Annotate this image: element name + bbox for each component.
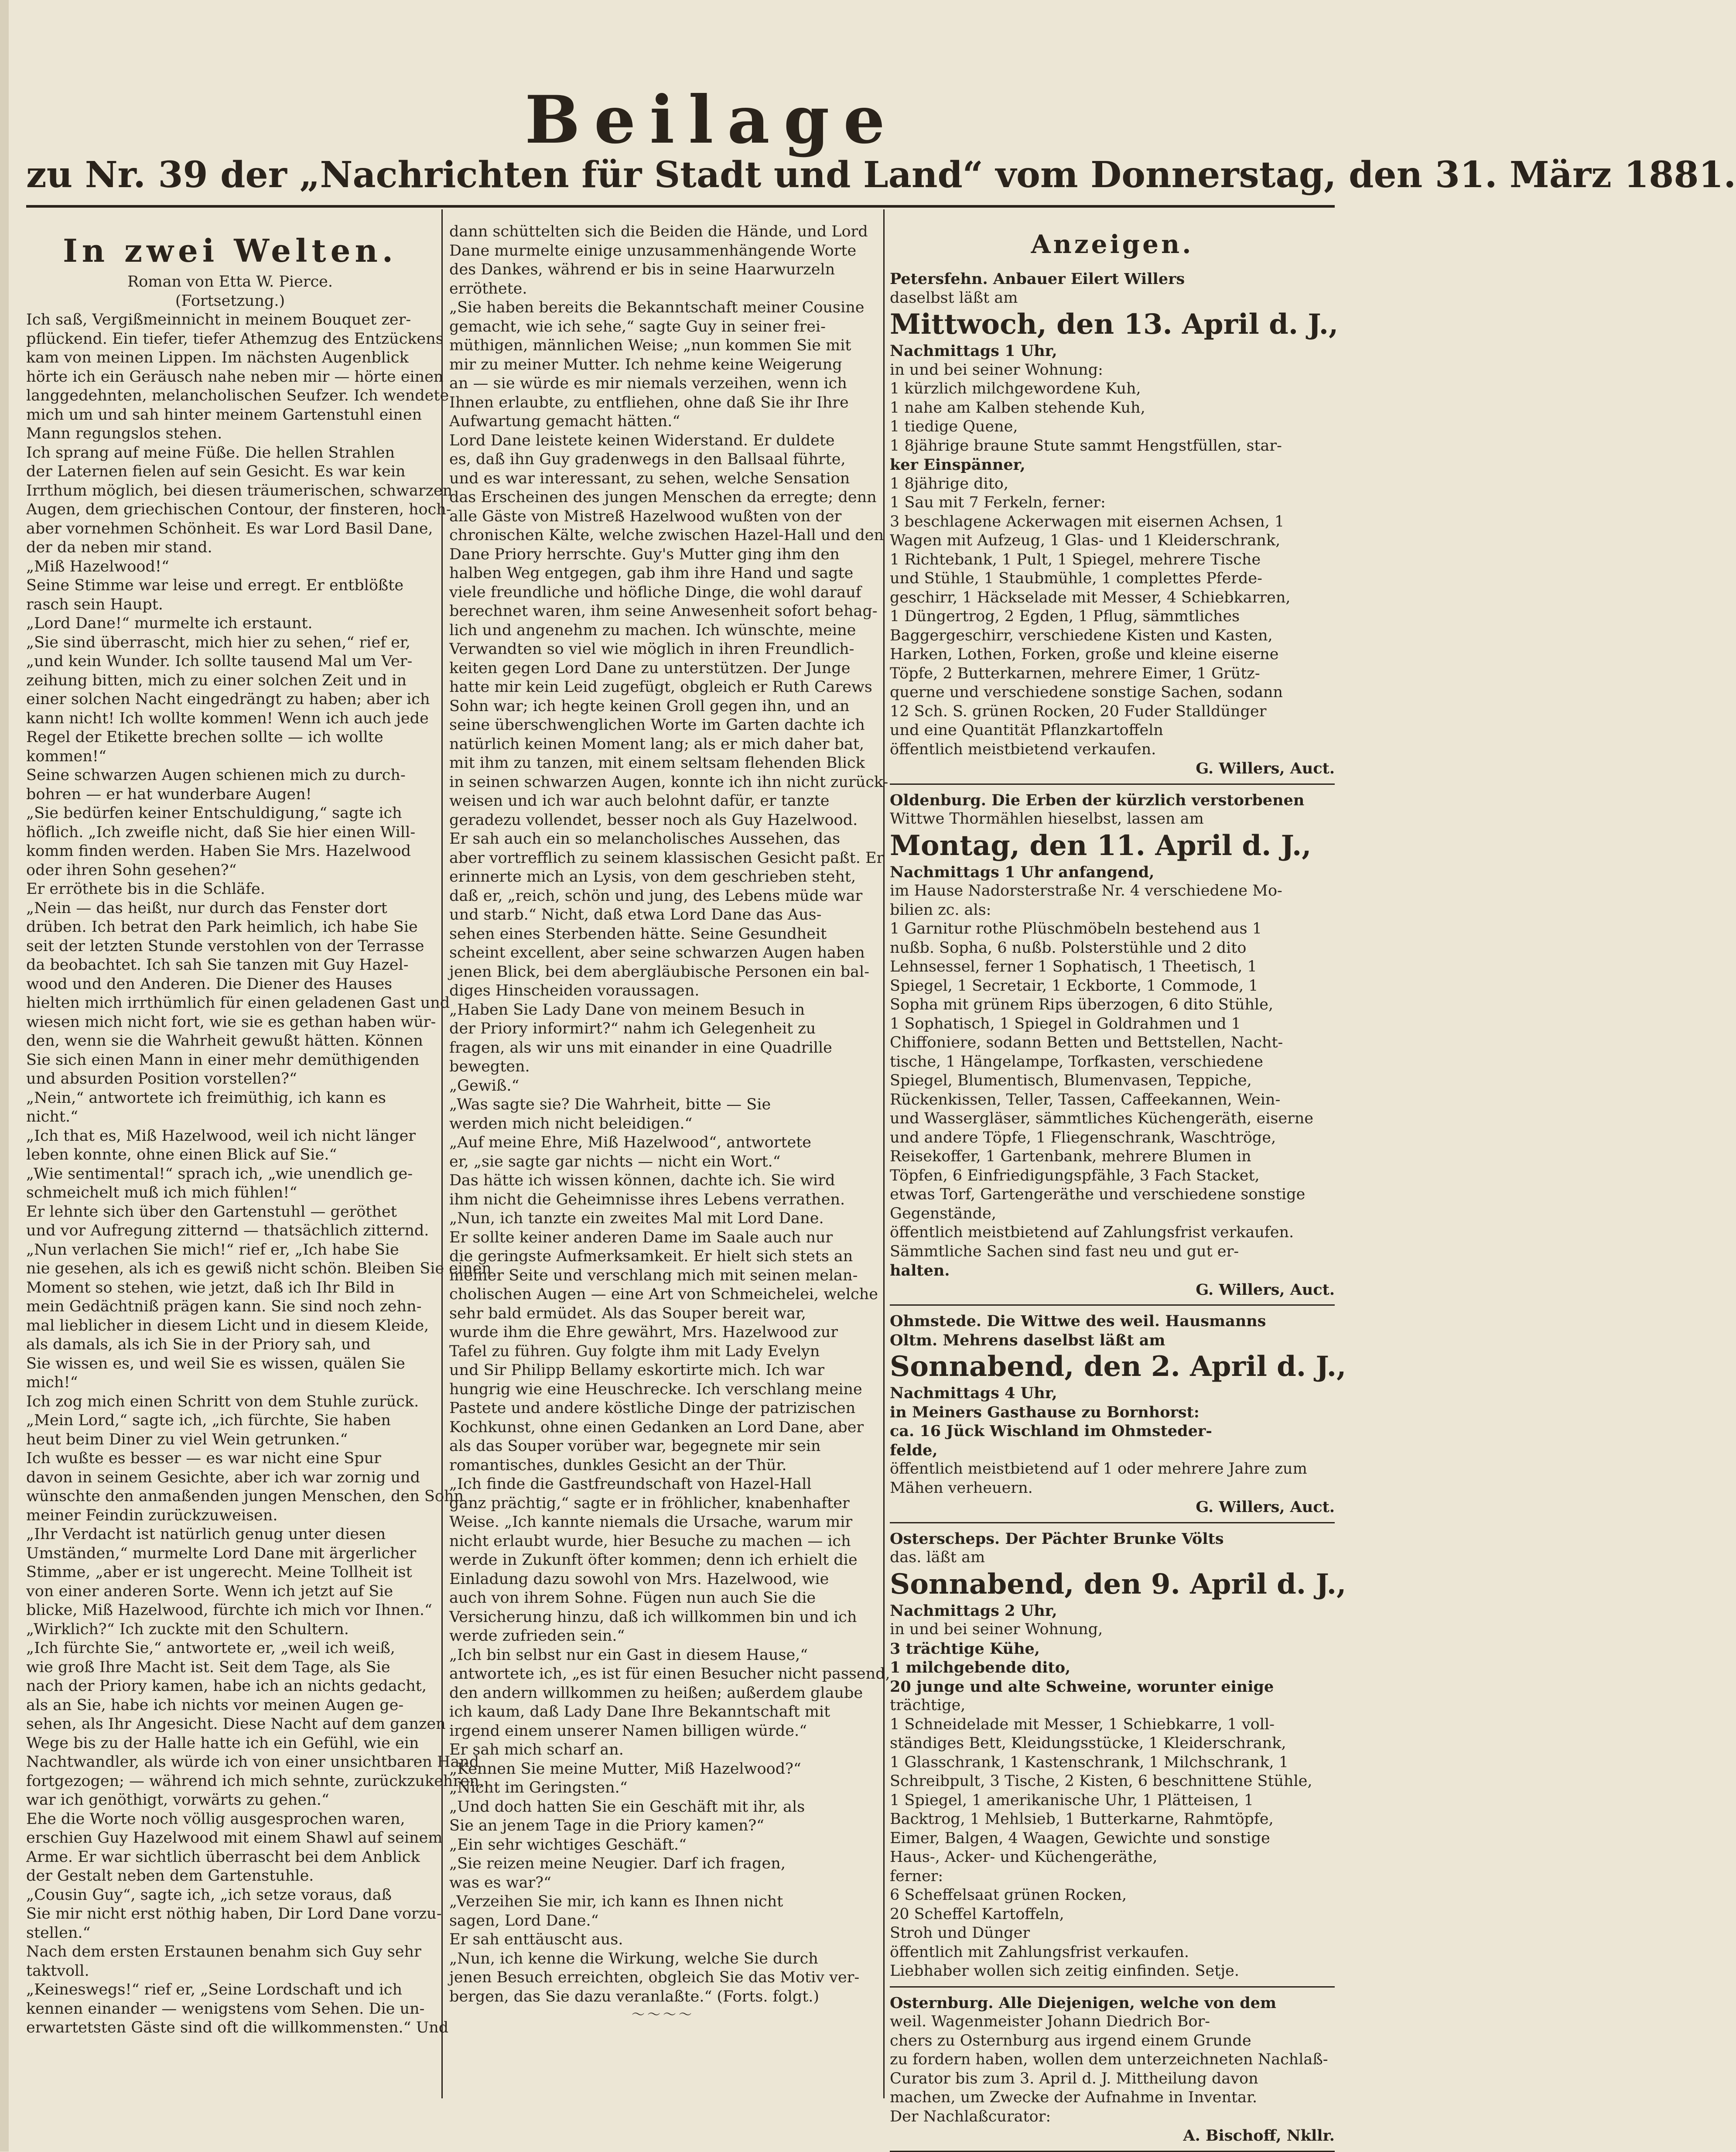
ad-signature: G. Willers, Auct. xyxy=(1196,1280,1335,1299)
story-line: Er sollte keiner anderen Dame im Saale auch nur xyxy=(449,1228,833,1246)
story-line: Das hätte ich wissen können, dachte ich. Sie wird xyxy=(449,1172,835,1189)
ad-notice xyxy=(890,266,1339,785)
story-line: chronischen Kälte, welche zwischen Hazel-Hall und den xyxy=(449,527,884,544)
end-ornament: 〜〜〜〜 xyxy=(632,2007,694,2022)
story-line: nicht erlaubt wurde, hier Besuche zu machen — ich xyxy=(449,1532,851,1550)
story-line: ganz prächtig,“ sagte er in fröhlicher, knabenhafter xyxy=(449,1494,850,1512)
story-line: ich kaum, daß Lady Dane Ihre Bekanntschaft mit xyxy=(449,1703,830,1721)
ad-line: Lehnsessel, ferner 1 Sophatisch, 1 Theetisch, 1 xyxy=(890,958,1257,975)
story-line: jenen Besuch erreichten, obgleich Sie das Motiv ver- xyxy=(449,1969,860,1986)
story-line: Ehe die Worte noch völlig ausgesprochen waren, xyxy=(26,1810,405,1828)
story-line: „Nun verlachen Sie mich!“ rief er, „Ich habe Sie xyxy=(26,1241,399,1259)
ad-notice xyxy=(890,1990,1335,2152)
ad-line: daselbst läßt am xyxy=(890,289,1018,307)
story-line: war ich genöthigt, vorwärts zu gehen.“ xyxy=(26,1791,329,1809)
ad-line: 1 Glasschrank, 1 Kastenschrank, 1 Milchschrank, 1 xyxy=(890,1753,1289,1771)
story-line: „Ich finde die Gastfreundschaft von Hazel-Hall xyxy=(449,1475,812,1493)
story-line: „Sie bedürfen keiner Entschuldigung,“ sagte ich xyxy=(26,804,402,822)
story-line: werde zufrieden sein.“ xyxy=(449,1627,625,1645)
story-line: des Dankes, während er bis in seine Haarwurzeln xyxy=(449,261,835,278)
story-line: Nachtwandler, als würde ich von einer unsichtbaren Hand xyxy=(26,1753,479,1771)
story-line: hielten mich irrthümlich für einen geladenen Gast und xyxy=(26,994,450,1012)
ad-date-line: Mittwoch, den 13. April d. J., xyxy=(890,308,1339,341)
ad-date-line: Sonnabend, den 9. April d. J., xyxy=(890,1567,1346,1601)
story-line: romantisches, dunkles Gesicht an der Thür. xyxy=(449,1456,787,1474)
story-line: Ich wußte es besser — es war nicht eine Spur xyxy=(26,1450,381,1467)
story-line: bewegten. xyxy=(449,1058,530,1075)
ads-column xyxy=(890,222,1346,2145)
ad-line: Curator bis zum 3. April d. J. Mittheilung davon xyxy=(890,2070,1258,2087)
story-line: fortgezogen; — während ich mich sehnte, zurückzukehren, xyxy=(26,1772,484,1790)
story-line: leben konnte, ohne einen Blick auf Sie.“ xyxy=(26,1146,337,1163)
story-line: „Auf meine Ehre, Miß Hazelwood“, antwortete xyxy=(449,1134,812,1151)
story-line: Irrthum möglich, bei diesen träumerischen, schwarzen xyxy=(26,482,453,500)
story-line: erschien Guy Hazelwood mit einem Shawl auf seinem xyxy=(26,1829,443,1847)
story-line: „Ihr Verdacht ist natürlich genug unter diesen xyxy=(26,1526,386,1543)
story-line: mein Gedächtniß prägen kann. Sie sind noch zehn- xyxy=(26,1298,422,1315)
story-line: Er erröthete bis in die Schläfe. xyxy=(26,880,265,898)
story-line: wie groß Ihre Macht ist. Seit dem Tage, als Sie xyxy=(26,1658,390,1676)
story-line: meiner Seite und verschlang mich mit seinen melan- xyxy=(449,1266,858,1284)
story-line: „Nun, ich kenne die Wirkung, welche Sie durch xyxy=(449,1950,818,1967)
story-line: Sie wissen es, und weil Sie es wissen, quälen Sie xyxy=(26,1355,405,1372)
story-line: Kochkunst, ohne einen Gedanken an Lord Dane, aber xyxy=(449,1418,864,1436)
ad-line: öffentlich meistbietend verkaufen. xyxy=(890,740,1156,758)
story-line: nie gesehen, als ich es gewiß nicht schön. Bleiben Sie einen xyxy=(26,1260,492,1277)
ad-line: Nachmittags 1 Uhr anfangend, xyxy=(890,863,1155,881)
story-line: Er sah auch ein so melancholisches Aussehen, das xyxy=(449,830,841,848)
story-title: In zwei Welten. xyxy=(63,232,397,269)
ad-notice xyxy=(890,787,1335,1306)
story-line: was es war?“ xyxy=(449,1874,551,1892)
story-line: der Priory informirt?“ nahm ich Gelegenheit zu xyxy=(449,1020,816,1037)
ad-line: ständiges Bett, Kleidungsstücke, 1 Kleiderschrank, xyxy=(890,1735,1286,1752)
story-line: sehen eines Sterbenden hätte. Seine Gesundheit xyxy=(449,925,827,943)
story-line: „Was sagte sie? Die Wahrheit, bitte — Sie xyxy=(449,1096,771,1113)
story-line: Pastete und andere köstliche Dinge der patrizischen xyxy=(449,1399,856,1417)
story-line: kennen einander — wenigstens vom Sehen. Die un- xyxy=(26,2000,425,2018)
ad-line: 1 Sau mit 7 Ferkeln, ferner: xyxy=(890,494,1106,511)
story-line: Sie an jenem Tage in die Priory kamen?“ xyxy=(449,1817,765,1834)
ads-heading: Anzeigen. xyxy=(1031,229,1194,259)
story-line: „Kennen Sie meine Mutter, Miß Hazelwood?“ xyxy=(449,1760,801,1778)
story-line: blicke, Miß Hazelwood, fürchte ich mich vor Ihnen.“ xyxy=(26,1601,432,1619)
story-line: und starb.“ Nicht, daß etwa Lord Dane das Aus- xyxy=(449,906,822,924)
story-line: einer solchen Nacht eingedrängt zu haben; aber ich xyxy=(26,691,430,708)
ads-list xyxy=(890,266,1346,2152)
ad-line: zu fordern haben, wollen dem unterzeichneten Nachlaß- xyxy=(890,2051,1328,2068)
page-title: Beilage xyxy=(525,82,899,158)
ad-line: tische, 1 Hängelampe, Torfkasten, verschiedene xyxy=(890,1053,1263,1071)
story-line: es, daß ihn Guy gradenwegs in den Ballsaal führte, xyxy=(449,451,846,468)
story-line: „Verzeihen Sie mir, ich kann es Ihnen nicht xyxy=(449,1893,783,1910)
story-line: von einer anderen Sorte. Wenn ich jetzt auf Sie xyxy=(26,1582,393,1600)
story-line: Ihnen erlaubte, zu entfliehen, ohne daß Sie ihr Ihre xyxy=(449,393,849,411)
ad-line: 1 milchgebende dito, xyxy=(890,1659,1071,1676)
ad-line: 1 tiedige Quene, xyxy=(890,418,1018,435)
story-line: „Nicht im Geringsten.“ xyxy=(449,1779,628,1796)
story-line: das Erscheinen des jungen Menschen da erregte; denn xyxy=(449,489,877,506)
ad-line: Oldenburg. Die Erben der kürzlich verstorbenen xyxy=(890,791,1305,809)
story-line: erinnerte mich an Lysis, von dem geschrieben steht, xyxy=(449,868,856,886)
story-line: lich und angenehm zu machen. Ich wünschte, meine xyxy=(449,621,856,639)
story-line: an — sie würde es mir niemals verzeihen, wenn ich xyxy=(449,375,847,392)
ad-signature: A. Bischoff, Nkllr. xyxy=(1183,2127,1335,2145)
ad-line: Wagen mit Aufzeug, 1 Glas- und 1 Kleiderschrank, xyxy=(890,532,1281,549)
ad-line: Osterscheps. Der Pächter Brunke Völts xyxy=(890,1529,1224,1548)
ad-line: Sämmtliche Sachen sind fast neu und gut er- xyxy=(890,1242,1239,1260)
story-line: Verwandten so viel wie möglich in ihren Freundlich- xyxy=(449,640,854,658)
story-line: ihm nicht die Geheimnisse ihres Lebens verrathen. xyxy=(449,1191,845,1208)
story-line: cholischen Augen — eine Art von Schmeichelei, welche xyxy=(449,1286,878,1303)
story-line: werde in Zukunft öfter kommen; denn ich erhielt die xyxy=(449,1551,858,1569)
ad-line: Schreibpult, 3 Tische, 2 Kisten, 6 beschnittene Stühle, xyxy=(890,1772,1312,1790)
ad-line: und eine Quantität Pflanzkartoffeln xyxy=(890,722,1163,739)
ad-line: öffentlich meistbietend auf Zahlungsfrist verkaufen. xyxy=(890,1224,1294,1241)
story-line: Moment so stehen, wie jetzt, daß ich Ihr Bild in xyxy=(26,1279,395,1297)
story-line: dann schüttelten sich die Beiden die Hände, und Lord xyxy=(449,223,868,240)
story-line: Ich zog mich einen Schritt von dem Stuhle zurück. xyxy=(26,1392,419,1410)
story-line: die geringste Aufmerksamkeit. Er hielt sich stets an xyxy=(449,1248,853,1265)
story-line: „Cousin Guy“, sagte ich, „ich setze voraus, daß xyxy=(26,1886,392,1904)
page-edge-shadow xyxy=(0,0,9,2152)
story-line: „Und doch hatten Sie ein Geschäft mit ihr, als xyxy=(449,1798,805,1816)
ad-line: in und bei seiner Wohnung: xyxy=(890,361,1103,379)
story-line: erwartetsten Gäste sind oft die willkommensten.“ Und xyxy=(26,2019,449,2036)
story-line: nicht.“ xyxy=(26,1108,78,1126)
story-line: bohren — er hat wunderbare Augen! xyxy=(26,785,312,803)
story-line: Aufwartung gemacht hätten.“ xyxy=(449,413,680,430)
story-line: gemacht, wie ich sehe,“ sagte Guy in seiner frei- xyxy=(449,318,826,335)
story-line: „Sie reizen meine Neugier. Darf ich fragen, xyxy=(449,1855,786,1872)
ad-line: geschirr, 1 Häckselade mit Messer, 4 Schiebkarren, xyxy=(890,588,1291,606)
story-line: seine überschwenglichen Worte im Garten dachte ich xyxy=(449,716,865,734)
story-line: Versicherung hinzu, daß ich willkommen bin und ich xyxy=(449,1608,857,1626)
ad-line: Mähen verheuern. xyxy=(890,1479,1033,1497)
story-line: alle Gäste von Mistreß Hazelwood wußten von der xyxy=(449,507,842,525)
ad-line: Nachmittags 2 Uhr, xyxy=(890,1601,1057,1620)
ad-line: Haus-, Acker- und Küchengeräthe, xyxy=(890,1848,1158,1866)
ad-signature: G. Willers, Auct. xyxy=(1196,760,1335,777)
story-line: und vor Aufregung zitternd — thatsächlich zitternd. xyxy=(26,1222,429,1239)
ad-line: Wittwe Thormählen hieselbst, lassen am xyxy=(890,810,1204,828)
story-line: erröthete. xyxy=(449,280,527,298)
story-line: nach der Priory kamen, habe ich an nichts gedacht, xyxy=(26,1677,427,1695)
ad-line: Töpfe, 2 Butterkarnen, mehrere Eimer, 1 Grütz- xyxy=(890,664,1260,682)
ad-line: 20 Scheffel Kartoffeln, xyxy=(890,1905,1064,1923)
story-line: wood und den Anderen. Die Diener des Hauses xyxy=(26,975,393,993)
ad-line: Osternburg. Alle Diejenigen, welche von dem xyxy=(890,1994,1277,2012)
page-subtitle: zu Nr. 39 der „Nachrichten für Stadt und Land“ vom Donnerstag, den 31. März 1881. xyxy=(26,154,1736,196)
ad-line: Liebhaber wollen sich zeitig einfinden. Setje. xyxy=(890,1962,1239,1980)
ad-line: ferner: xyxy=(890,1867,943,1885)
story-line: Er sah enttäuscht aus. xyxy=(449,1931,623,1948)
story-line: stellen.“ xyxy=(26,1924,91,1942)
ad-line: und Wassergläser, sämmtliches Küchengeräth, eiserne xyxy=(890,1110,1314,1127)
ad-line: Töpfen, 6 Einfriedigungspfähle, 3 Fach Stacket, xyxy=(890,1167,1260,1184)
ad-line: Backtrog, 1 Mehlsieb, 1 Butterkarne, Rahmtöpfe, xyxy=(890,1810,1274,1828)
story-line: hungrig wie eine Heuschrecke. Ich verschlang meine xyxy=(449,1380,862,1398)
story-line: höflich. „Ich zweifle nicht, daß Sie hier einen Will- xyxy=(26,823,416,841)
story-line: oder ihren Sohn gesehen?“ xyxy=(26,861,237,879)
ad-line: ker Einspänner, xyxy=(890,456,1025,474)
story-line: auch von ihrem Sohne. Fügen nun auch Sie die xyxy=(449,1589,816,1607)
story-line: irgend einem unserer Namen billigen würde.“ xyxy=(449,1722,807,1740)
story-line: jenen Blick, bei dem abergläubische Personen ein bal- xyxy=(449,963,870,981)
ad-line: 12 Sch. S. grünen Rocken, 20 Fuder Stalldünger xyxy=(890,702,1267,720)
story-line: sagen, Lord Dane.“ xyxy=(449,1912,599,1930)
story-line: „Sie sind überrascht, mich hier zu sehen,“ rief er, xyxy=(26,633,410,651)
story-line: mich!“ xyxy=(26,1374,78,1391)
ad-line: öffentlich meistbietend auf 1 oder mehrere Jahre zum xyxy=(890,1460,1307,1478)
ad-line: Petersfehn. Anbauer Eilert Willers xyxy=(890,270,1185,288)
ad-date-line: Sonnabend, den 2. April d. J., xyxy=(890,1350,1346,1383)
ad-line: machen, um Zwecke der Aufnahme in Inventar. xyxy=(890,2089,1258,2106)
story-line: „und kein Wunder. Ich sollte tausend Mal um Ver- xyxy=(26,653,413,670)
story-line: wiesen mich nicht fort, wie sie es gethan haben wür- xyxy=(26,1013,436,1031)
ad-line: Sopha mit grünem Rips überzogen, 6 dito Stühle, xyxy=(890,996,1274,1013)
story-line: hörte ich ein Geräusch nahe neben mir — hörte einen xyxy=(26,368,444,386)
story-line: er, „sie sagte gar nichts — nicht ein Wort.“ xyxy=(449,1153,781,1170)
story-line: „Gewiß.“ xyxy=(449,1077,519,1095)
story-line: halben Weg entgegen, gab ihm ihre Hand und sagte xyxy=(449,565,854,582)
story-line: langgedehnten, melancholischen Seufzer. Ich wendete xyxy=(26,387,449,404)
story-line: „Ein sehr wichtiges Geschäft.“ xyxy=(449,1836,687,1854)
story-line: Arme. Er war sichtlich überrascht bei dem Anblick xyxy=(26,1848,420,1866)
ad-signature: G. Willers, Auct. xyxy=(1196,1498,1335,1516)
story-line: sehr bald ermüdet. Als das Souper bereit war, xyxy=(449,1304,806,1322)
ad-line: und Stühle, 1 Staubmühle, 1 complettes Pferde- xyxy=(890,570,1262,587)
story-line: taktvoll. xyxy=(26,1962,89,1980)
ad-line: bilien zc. als: xyxy=(890,901,991,919)
story-line: und es war interessant, zu sehen, welche Sensation xyxy=(449,469,850,487)
ad-line: Baggergeschirr, verschiedene Kisten und Kasten, xyxy=(890,626,1273,644)
story-line: seit der letzten Stunde verstohlen von der Terrasse xyxy=(26,937,424,955)
ad-line: 1 8jährige braune Stute sammt Hengstfüllen, star- xyxy=(890,437,1282,455)
story-line: hatte mir kein Leid zugefügt, obgleich er Ruth Carews xyxy=(449,678,872,696)
story-line: der da neben mir stand. xyxy=(26,539,212,556)
ad-line: 1 kürzlich milchgewordene Kuh, xyxy=(890,380,1141,397)
story-line: da beobachtet. Ich sah Sie tanzen mit Guy Hazel- xyxy=(26,956,409,974)
story-line: Lord Dane leistete keinen Widerstand. Er duldete xyxy=(449,431,835,449)
ad-line: 1 Schneidelade mit Messer, 1 Schiebkarre, 1 voll- xyxy=(890,1715,1275,1733)
ad-line: öffentlich mit Zahlungsfrist verkaufen. xyxy=(890,1943,1189,1961)
ad-line: in Meiners Gasthause zu Bornhorst: xyxy=(890,1403,1199,1421)
story-line: wünschte den anmaßenden jungen Menschen, den Sohn xyxy=(26,1488,464,1505)
story-line: Sie sich einen Mann in einer mehr demüthigenden xyxy=(26,1051,420,1069)
ad-line: Stroh und Dünger xyxy=(890,1924,1030,1942)
story-line: und Sir Philipp Bellamy eskortirte mich. Ich war xyxy=(449,1362,825,1379)
ad-line: Nachmittags 1 Uhr, xyxy=(890,342,1057,360)
story-line: der Laternen fielen auf sein Gesicht. Es war kein xyxy=(26,463,406,480)
story-author: Roman von Etta W. Pierce. xyxy=(127,273,333,291)
story-line: heut beim Diner zu viel Wein getrunken.“ xyxy=(26,1430,348,1448)
story-line: keiten gegen Lord Dane zu unterstützen. Der Junge xyxy=(449,659,851,677)
story-line: Ich saß, Vergißmeinnicht in meinem Bouquet zer- xyxy=(26,311,411,328)
ad-line: Reisekoffer, 1 Gartenbank, mehrere Blumen in xyxy=(890,1148,1251,1165)
story-line: schmeichelt muß ich mich fühlen!“ xyxy=(26,1184,297,1201)
story-line: scheint excellent, aber seine schwarzen Augen haben xyxy=(449,944,865,961)
story-line: komm finden werden. Haben Sie Mrs. Hazelwood xyxy=(26,842,411,860)
story-line: „Nun, ich tanzte ein zweites Mal mit Lord Dane. xyxy=(449,1210,824,1227)
ad-line: im Hause Nadorsterstraße Nr. 4 verschiedene Mo- xyxy=(890,882,1282,900)
story-line: „Ich fürchte Sie,“ antwortete er, „weil ich weiß, xyxy=(26,1639,395,1657)
story-line: kann nicht! Ich wollte kommen! Wenn ich auch jede xyxy=(26,709,429,727)
story-column-2 xyxy=(449,222,890,2090)
ad-line: querne und verschiedene sonstige Sachen, sodann xyxy=(890,684,1283,701)
story-line: „Nein,“ antwortete ich freimüthig, ich kann es xyxy=(26,1089,386,1107)
ad-line: Rückenkissen, Teller, Tassen, Caffeekannen, Wein- xyxy=(890,1091,1281,1109)
story-line: „Wie sentimental!“ sprach ich, „wie unendlich ge- xyxy=(26,1165,413,1183)
story-line: den andern willkommen zu heißen; außerdem glaube xyxy=(449,1684,863,1702)
ad-line: 3 beschlagene Ackerwagen mit eisernen Achsen, 1 xyxy=(890,513,1285,530)
story-line: mit ihm zu tanzen, mit einem seltsam flehenden Blick xyxy=(449,754,865,772)
story-line: Umständen,“ murmelte Lord Dane mit ärgerlicher xyxy=(26,1544,417,1562)
ad-line: Spiegel, 1 Secretair, 1 Eckborte, 1 Commode, 1 xyxy=(890,977,1258,995)
ad-line: 1 8jährige dito, xyxy=(890,475,1008,493)
story-line: den, wenn sie die Wahrheit gewußt hätten. Können xyxy=(26,1032,423,1050)
story-line: Nach dem ersten Erstaunen benahm sich Guy sehr xyxy=(26,1943,421,1960)
story-line: Weise. „Ich kannte niemals die Ursache, warum mir xyxy=(449,1513,853,1531)
story-line: Er lehnte sich über den Gartenstuhl — geröthet xyxy=(26,1203,397,1221)
ad-line: ca. 16 Jück Wischland im Ohmsteder- xyxy=(890,1422,1212,1440)
story-line: bergen, das Sie dazu veranlaßte.“ (Forts. folgt.) xyxy=(449,1988,820,2005)
story-line: als damals, als ich Sie in der Priory sah, und xyxy=(26,1336,371,1353)
ad-line: 1 Sophatisch, 1 Spiegel in Goldrahmen und 1 xyxy=(890,1015,1241,1033)
story-line: daß er, „reich, schön und jung, des Lebens müde war xyxy=(449,887,863,905)
ad-line: 6 Scheffelsaat grünen Rocken, xyxy=(890,1886,1127,1904)
ad-date-line: Montag, den 11. April d. J., xyxy=(890,829,1312,862)
story-line: Augen, dem griechischen Contour, der finsteren, hoch- xyxy=(26,501,451,518)
story-line: der Gestalt neben dem Gartenstuhle. xyxy=(26,1867,314,1885)
story-line: davon in seinem Gesichte, aber ich war zornig und xyxy=(26,1468,420,1486)
story-line: Sie mir nicht erst nöthig haben, Dir Lord Dane vorzu- xyxy=(26,1905,442,1923)
story-line: aber vortrefflich zu seinem klassischen Gesicht paßt. Er xyxy=(449,849,884,867)
story-line: „Haben Sie Lady Dane von meinem Besuch in xyxy=(449,1001,805,1019)
story-line: kam von meinen Lippen. Im nächsten Augenblick xyxy=(26,349,409,366)
story-line: Regel der Etikette brechen sollte — ich wollte xyxy=(26,729,383,746)
story-line: „Mein Lord,“ sagte ich, „ich fürchte, Sie haben xyxy=(26,1412,391,1429)
ad-line: Der Nachlaßcurator: xyxy=(890,2108,1051,2125)
story-line: pflückend. Ein tiefer, tiefer Athemzug des Entzückens xyxy=(26,330,444,348)
ad-line: 20 junge und alte Schweine, worunter einige xyxy=(890,1677,1274,1696)
ad-notice xyxy=(890,1526,1346,1988)
story-line: mal lieblicher in diesem Licht und in diesem Kleide, xyxy=(26,1317,429,1334)
ad-line: Chiffoniere, sodann Betten und Bettstellen, Nacht- xyxy=(890,1034,1283,1051)
story-line: als das Souper vorüber war, begegnete mir sein xyxy=(449,1437,821,1455)
story-line: werden mich nicht beleidigen.“ xyxy=(449,1115,693,1132)
story-text-column-2 xyxy=(449,222,890,2006)
story-line: Einladung dazu sowohl von Mrs. Hazelwood, wie xyxy=(449,1570,829,1588)
story-line: Dane murmelte einige unzusammenhängende Worte xyxy=(449,242,857,260)
story-line: natürlich keinen Moment lang; als er mich daher bat, xyxy=(449,735,865,753)
story-line: Mann regungslos stehen. xyxy=(26,425,222,442)
ad-line: Eimer, Balgen, 4 Waagen, Gewichte und sonstige xyxy=(890,1829,1270,1847)
story-line: „Lord Dane!“ murmelte ich erstaunt. xyxy=(26,615,313,632)
story-line: zeihung bitten, mich zu einer solchen Zeit und in xyxy=(26,671,407,689)
ad-line: in und bei seiner Wohnung, xyxy=(890,1621,1103,1638)
story-line: sehen, als Ihr Angesicht. Diese Nacht auf dem ganzen xyxy=(26,1715,446,1733)
header-rule xyxy=(26,205,1335,208)
ad-line: und andere Töpfe, 1 Fliegenschrank, Waschtröge, xyxy=(890,1129,1276,1146)
ad-line: 1 Garnitur rothe Plüschmöbeln bestehend aus 1 xyxy=(890,920,1262,937)
story-line: drüben. Ich betrat den Park heimlich, ich habe Sie xyxy=(26,918,418,936)
column-divider xyxy=(883,209,885,2098)
story-line: „Miß Hazelwood!“ xyxy=(26,558,169,575)
story-line: kommen!“ xyxy=(26,747,106,765)
story-line: und absurden Position vorstellen?“ xyxy=(26,1070,297,1088)
story-line: meiner Feindin zurückzuweisen. xyxy=(26,1506,278,1524)
ad-line: das. läßt am xyxy=(890,1549,985,1566)
story-line: mich um und sah hinter meinem Gartenstuhl einen xyxy=(26,406,422,424)
story-line: als an Sie, habe ich nichts vor meinen Augen ge- xyxy=(26,1696,404,1714)
story-line: Tafel zu führen. Guy folgte ihm mit Lady Evelyn xyxy=(449,1342,820,1360)
ad-line: Spiegel, Blumentisch, Blumenvasen, Teppiche, xyxy=(890,1072,1252,1089)
ad-line: Harken, Lothen, Forken, große und kleine eiserne xyxy=(890,646,1279,663)
ad-notice xyxy=(890,1308,1346,1523)
ad-line: trächtige, xyxy=(890,1697,966,1714)
ad-line: 1 Richtebank, 1 Pult, 1 Spiegel, mehrere Tische xyxy=(890,551,1261,568)
story-line: Stimme, „aber er ist ungerecht. Meine Tollheit ist xyxy=(26,1564,412,1581)
ad-line: Nachmittags 4 Uhr, xyxy=(890,1384,1057,1402)
story-line: Er sah mich scharf an. xyxy=(449,1741,624,1759)
story-line: „Nein — das heißt, nur durch das Fenster dort xyxy=(26,899,387,917)
story-line: Wege bis zu der Halle hatte ich ein Gefühl, wie ein xyxy=(26,1734,419,1752)
story-line: in seinen schwarzen Augen, konnte ich ihn nicht zurück- xyxy=(449,773,889,791)
ad-line: Oltm. Mehrens daselbst läßt am xyxy=(890,1331,1165,1349)
story-line: viele freundliche und höfliche Dinge, die wohl darauf xyxy=(449,583,861,601)
story-line: fragen, als wir uns mit einander in eine Quadrille xyxy=(449,1039,832,1057)
story-line: geradezu vollendet, besser noch als Guy Hazelwood. xyxy=(449,811,858,829)
story-line: Seine Stimme war leise und erregt. Er entblößte xyxy=(26,577,404,594)
ad-line: Ohmstede. Die Wittwe des weil. Hausmanns xyxy=(890,1312,1266,1330)
ad-line: chers zu Osternburg aus irgend einem Grunde xyxy=(890,2032,1251,2049)
story-line: weisen und ich war auch belohnt dafür, er tanzte xyxy=(449,792,830,810)
story-line: „Sie haben bereits die Bekanntschaft meiner Cousine xyxy=(449,299,865,316)
story-line: „Ich bin selbst nur ein Gast in diesem Hause,“ xyxy=(449,1646,808,1664)
ad-line: 3 trächtige Kühe, xyxy=(890,1639,1040,1658)
story-line: berechnet waren, ihm seine Anwesenheit sofort behag- xyxy=(449,602,878,620)
story-line: antwortete ich, „es ist für einen Besucher nicht passend, xyxy=(449,1665,890,1683)
story-line: diges Hinscheiden voraussagen. xyxy=(449,982,700,999)
story-line: „Keineswegs!“ rief er, „Seine Lordschaft und ich xyxy=(26,1981,403,1998)
story-line: Sohn war; ich hegte keinen Groll gegen ihn, und an xyxy=(449,697,850,715)
story-line: mir zu meiner Mutter. Ich nehme keine Weigerung xyxy=(449,356,842,373)
ad-line: Gegenstände, xyxy=(890,1204,997,1222)
ad-line: 1 nahe am Kalben stehende Kuh, xyxy=(890,399,1145,417)
story-line: Seine schwarzen Augen schienen mich zu durch- xyxy=(26,766,406,784)
ad-line: nußb. Sopha, 6 nußb. Polsterstühle und 2 dito xyxy=(890,939,1247,957)
story-line: „Wirklich?“ Ich zuckte mit den Schultern. xyxy=(26,1620,349,1638)
story-line: Ich sprang auf meine Füße. Die hellen Strahlen xyxy=(26,444,395,462)
ad-line: halten. xyxy=(890,1262,950,1280)
ad-line: felde, xyxy=(890,1441,938,1459)
story-line: „Ich that es, Miß Hazelwood, weil ich nicht länger xyxy=(26,1127,416,1145)
story-continuation-note: (Fortsetzung.) xyxy=(175,292,285,310)
ad-line: 1 Düngertrog, 2 Egden, 1 Pflug, sämmtliches xyxy=(890,608,1240,625)
story-line: rasch sein Haupt. xyxy=(26,595,163,613)
ad-line: 1 Spiegel, 1 amerikanische Uhr, 1 Plätteisen, 1 xyxy=(890,1791,1254,1809)
ad-line: weil. Wagenmeister Johann Diedrich Bor- xyxy=(890,2013,1210,2030)
story-line: müthigen, männlichen Weise; „nun kommen Sie mit xyxy=(449,337,851,354)
ad-line: etwas Torf, Gartengeräthe und verschiedene sonstige xyxy=(890,1186,1305,1203)
story-line: aber vornehmen Schönheit. Es war Lord Basil Dane, xyxy=(26,520,433,537)
story-line: Dane Priory herrschte. Guy's Mutter ging ihm den xyxy=(449,545,840,563)
story-line: wurde ihm die Ehre gewährt, Mrs. Hazelwood zur xyxy=(449,1324,838,1341)
